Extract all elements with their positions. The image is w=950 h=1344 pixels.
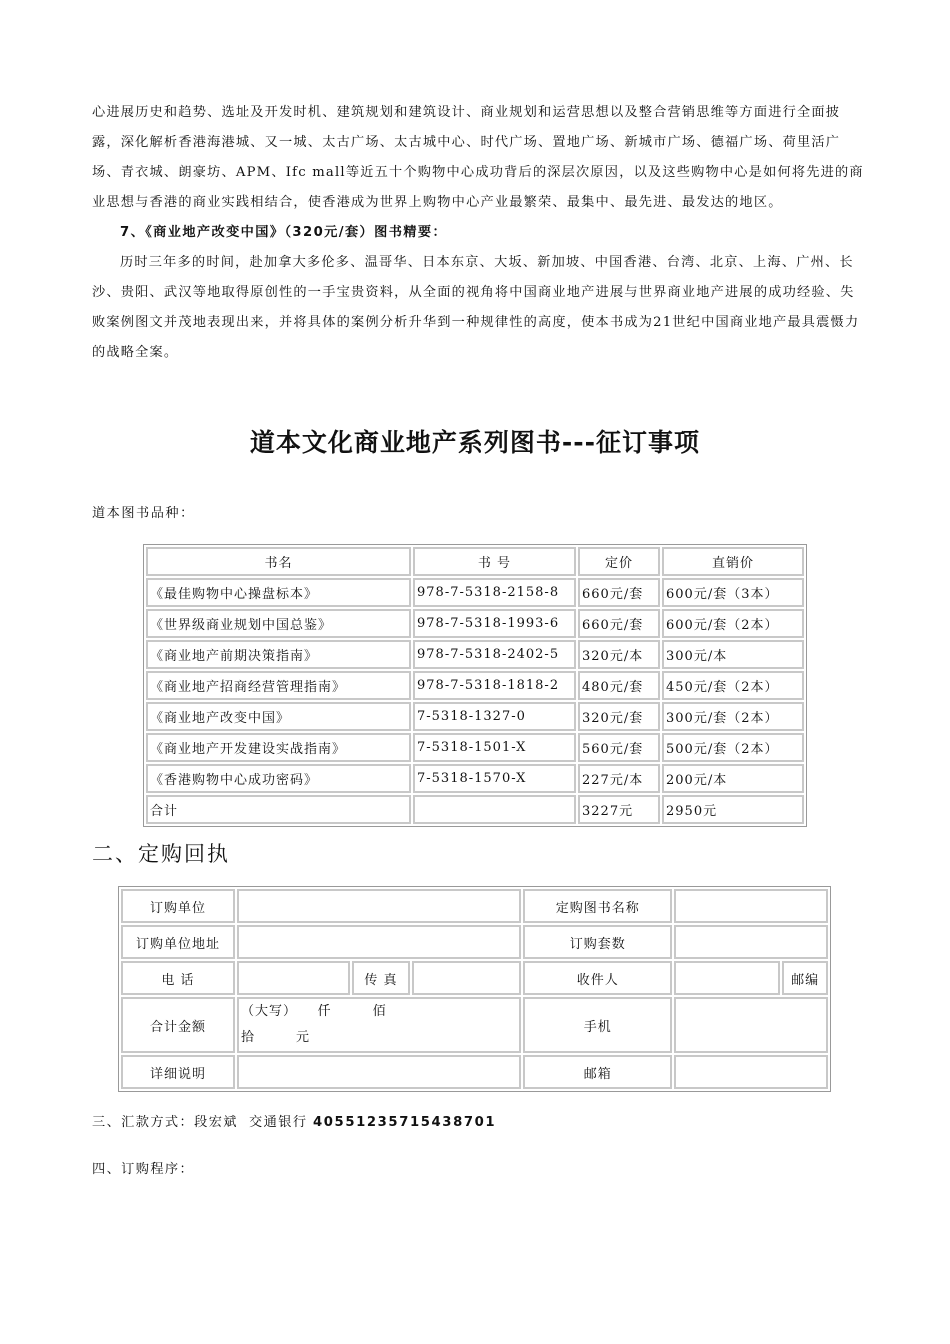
table-total-row bbox=[146, 795, 804, 824]
page-title: 道本文化商业地产系列图书---征订事项 bbox=[249, 428, 701, 457]
label-mobile: 手机 bbox=[523, 997, 672, 1053]
cell-direct-price: 300元/本 bbox=[662, 640, 804, 669]
intro-paragraph: 心进展历史和趋势、选址及开发时机、建筑规划和建筑设计、商业规划和运营思想以及整合营销思维等方面进行全面披露，深化解析香港海港城、又一城、太古广场、太古城中心、时代广场、置地广场、新城市广场、德福广场、荷里活广场、青衣城、朗豪坊、APM、Ifc mall等近五十个购物中心成功背后的深层次原因，以及这些购物中心是如何将先进的商业思想与香港的商业实践相结合，使香港成为世界上购物中心产业最繁荣、最集中、最先进、最发达的地区。 bbox=[92, 105, 864, 210]
bank-account-number: 40551235715438701 bbox=[313, 1115, 497, 1130]
cell-price: 660元/套 bbox=[578, 578, 660, 607]
table-row bbox=[146, 733, 804, 762]
cell-price: 227元/本 bbox=[578, 764, 660, 793]
table-row bbox=[146, 702, 804, 731]
cell-price: 660元/套 bbox=[578, 609, 660, 638]
catalog-label: 道本图书品种： bbox=[92, 506, 195, 521]
email-input[interactable] bbox=[674, 1055, 828, 1089]
cell-isbn: 978-7-5318-2402-5 bbox=[413, 640, 576, 669]
section4-title: 四、订购程序： bbox=[92, 1162, 195, 1177]
cell-title: 《世界级商业规划中国总鉴》 bbox=[146, 609, 411, 638]
table-row bbox=[146, 578, 804, 607]
table-row bbox=[146, 640, 804, 669]
cell-direct-price: 200元/本 bbox=[662, 764, 804, 793]
header-title: 书名 bbox=[146, 547, 411, 576]
table-row bbox=[146, 609, 804, 638]
label-fax: 传 真 bbox=[352, 961, 410, 995]
cell-title: 《商业地产改变中国》 bbox=[146, 702, 411, 731]
phone-input[interactable] bbox=[237, 961, 350, 995]
book-catalog-table bbox=[143, 544, 807, 827]
cell-total-direct-price: 2950元 bbox=[662, 795, 804, 824]
cell-price: 560元/套 bbox=[578, 733, 660, 762]
table-row bbox=[146, 671, 804, 700]
cell-total-price: 3227元 bbox=[578, 795, 660, 824]
header-direct-price: 直销价 bbox=[662, 547, 804, 576]
cell-price: 480元/套 bbox=[578, 671, 660, 700]
label-postcode: 邮编 bbox=[782, 961, 828, 995]
cell-direct-price: 600元/套（2本） bbox=[662, 609, 804, 638]
label-total: 合计金额 bbox=[121, 997, 235, 1053]
label-details: 详细说明 bbox=[121, 1055, 235, 1089]
book-name-input[interactable] bbox=[674, 889, 828, 923]
unit-input[interactable] bbox=[237, 889, 521, 923]
cell-direct-price: 600元/套（3本） bbox=[662, 578, 804, 607]
cell-title: 《香港购物中心成功密码》 bbox=[146, 764, 411, 793]
label-phone: 电 话 bbox=[121, 961, 235, 995]
cell-direct-price: 500元/套（2本） bbox=[662, 733, 804, 762]
cell-isbn: 7-5318-1327-0 bbox=[413, 702, 576, 731]
amount-input[interactable] bbox=[237, 997, 521, 1053]
amount-line-1: （大写） 仟 佰 bbox=[241, 1004, 387, 1019]
cell-title: 《商业地产前期决策指南》 bbox=[146, 640, 411, 669]
label-recipient: 收件人 bbox=[523, 961, 672, 995]
order-receipt-form bbox=[118, 886, 831, 1092]
table-header-row bbox=[146, 547, 804, 576]
table-row bbox=[146, 764, 804, 793]
label-sets: 订购套数 bbox=[523, 925, 672, 959]
cell-title: 《商业地产开发建设实战指南》 bbox=[146, 733, 411, 762]
amount-line-2: 拾 元 bbox=[241, 1030, 311, 1045]
sets-input[interactable] bbox=[674, 925, 828, 959]
cell-direct-price: 300元/套（2本） bbox=[662, 702, 804, 731]
cell-title: 《商业地产招商经营管理指南》 bbox=[146, 671, 411, 700]
recipient-input[interactable] bbox=[674, 961, 780, 995]
item7-body: 历时三年多的时间，赴加拿大多伦多、温哥华、日本东京、大坂、新加坡、中国香港、台湾、北京、上海、广州、长沙、贵阳、武汉等地取得原创性的一手宝贵资料，从全面的视角将中国商业地产进展与世界商业地产进展的成功经验、失败案例图文并茂地表现出来，并将具体的案例分析升华到一种规律性的高度，使本书成为21世纪中国商业地产最具震慑力的战略全案。 bbox=[92, 255, 860, 360]
cell-total-isbn bbox=[413, 795, 576, 824]
cell-isbn: 978-7-5318-1993-6 bbox=[413, 609, 576, 638]
cell-price: 320元/套 bbox=[578, 702, 660, 731]
cell-isbn: 7-5318-1570-X bbox=[413, 764, 576, 793]
label-unit: 订购单位 bbox=[121, 889, 235, 923]
item7-heading: 7、《商业地产改变中国》（320元/套）图书精要： bbox=[120, 225, 448, 240]
address-input[interactable] bbox=[237, 925, 521, 959]
header-isbn: 书 号 bbox=[413, 547, 576, 576]
cell-total-label: 合计 bbox=[146, 795, 411, 824]
cell-isbn: 978-7-5318-1818-2 bbox=[413, 671, 576, 700]
label-email: 邮箱 bbox=[523, 1055, 672, 1089]
header-price: 定价 bbox=[578, 547, 660, 576]
label-address: 订购单位地址 bbox=[121, 925, 235, 959]
cell-direct-price: 450元/套（2本） bbox=[662, 671, 804, 700]
details-input[interactable] bbox=[237, 1055, 521, 1089]
section2-title: 二、定购回执 bbox=[92, 842, 230, 866]
mobile-input[interactable] bbox=[674, 997, 828, 1053]
cell-isbn: 978-7-5318-2158-8 bbox=[413, 578, 576, 607]
fax-input[interactable] bbox=[412, 961, 521, 995]
label-book-name: 定购图书名称 bbox=[523, 889, 672, 923]
payment-method: 三、汇款方式：段宏斌 交通银行 bbox=[92, 1115, 313, 1130]
section3-line bbox=[92, 1111, 496, 1130]
cell-title: 《最佳购物中心操盘标本》 bbox=[146, 578, 411, 607]
cell-isbn: 7-5318-1501-X bbox=[413, 733, 576, 762]
cell-price: 320元/本 bbox=[578, 640, 660, 669]
